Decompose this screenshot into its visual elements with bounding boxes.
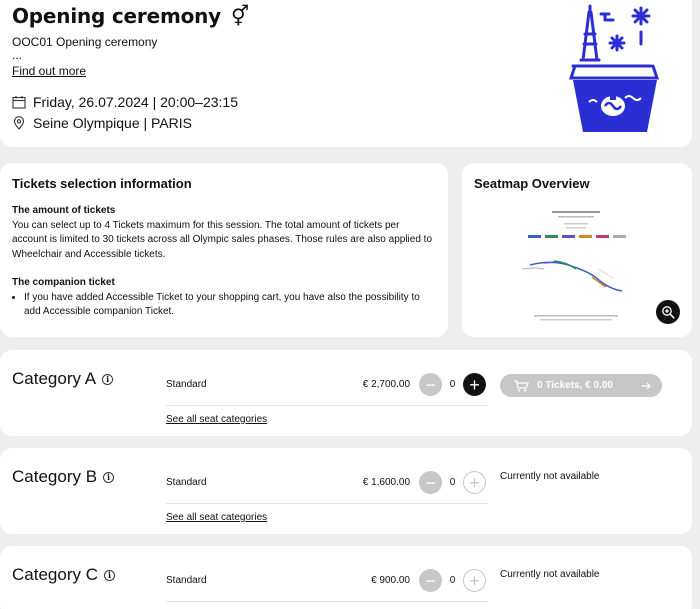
mixed-gender-icon: ⚥	[231, 4, 249, 28]
amount-text: You can select up to 4 Tickets maximum for this session. The total amount of tickets per account is limited to 30 tickets across all Olympic sales phases. Those rules are also applied to Wheelchair and Accessible tickets.	[12, 219, 433, 260]
decrease-quantity-button[interactable]: −	[419, 569, 442, 592]
category-card-c	[0, 546, 692, 609]
info-icon[interactable]: i	[104, 570, 115, 581]
row-divider	[166, 503, 488, 504]
see-all-seat-categories-link[interactable]: See all seat categories	[166, 512, 268, 523]
quantity-stepper	[419, 569, 486, 592]
increase-quantity-button[interactable]: +	[463, 569, 486, 592]
increase-quantity-button[interactable]: +	[463, 471, 486, 494]
ticket-type-label: Standard	[166, 379, 207, 390]
event-venue-row	[12, 115, 192, 131]
increase-quantity-button[interactable]: +	[463, 373, 486, 396]
quantity-stepper	[419, 373, 486, 396]
event-title: Opening ceremony	[12, 4, 221, 28]
seatmap-heading: Seatmap Overview	[474, 176, 590, 191]
arrow-right-icon	[641, 381, 651, 391]
quantity-value: 0	[449, 575, 456, 586]
availability-status: Currently not available	[500, 569, 600, 580]
event-header-card	[0, 0, 692, 147]
see-all-seat-categories-link[interactable]: See all seat categories	[166, 414, 268, 425]
ticket-type-label: Standard	[166, 477, 207, 488]
tickets-info-card	[0, 163, 448, 337]
event-title-row	[12, 4, 249, 28]
companion-heading: The companion ticket	[12, 277, 115, 288]
zoom-in-icon	[661, 305, 675, 319]
companion-list	[12, 291, 437, 320]
cart-icon	[513, 380, 529, 392]
category-card-b	[0, 448, 692, 534]
description-ellipsis: ...	[12, 48, 23, 62]
category-name: Category C	[12, 565, 98, 584]
event-venue: Seine Olympique | PARIS	[33, 115, 193, 131]
category-title	[12, 565, 115, 585]
quantity-stepper	[419, 471, 486, 494]
ticket-type-label: Standard	[166, 575, 207, 586]
tickets-info-body	[12, 204, 437, 320]
info-icon[interactable]: i	[102, 374, 113, 385]
eiffel-tower-pictogram-icon	[565, 2, 665, 134]
category-title	[12, 369, 113, 389]
calendar-icon	[12, 95, 26, 109]
seatmap-card	[462, 163, 692, 337]
location-pin-icon	[12, 116, 26, 130]
find-out-more-link[interactable]: Find out more	[12, 64, 87, 78]
tickets-info-heading: Tickets selection information	[12, 176, 192, 191]
ticket-price: € 1,600.00	[362, 477, 410, 488]
row-divider	[166, 405, 488, 406]
quantity-value: 0	[449, 477, 456, 488]
category-title	[12, 467, 114, 487]
seatmap-zoom-button[interactable]	[656, 300, 680, 324]
amount-heading: The amount of tickets	[12, 205, 116, 216]
decrease-quantity-button[interactable]: −	[419, 373, 442, 396]
category-card-a	[0, 350, 692, 436]
category-name: Category B	[12, 467, 98, 486]
decrease-quantity-button[interactable]: −	[419, 471, 442, 494]
companion-list-item: • If you have added Accessible Ticket to your shopping cart, you have also the possibility to add Accessible companion Ticket.	[24, 291, 437, 320]
row-divider	[166, 601, 488, 602]
info-icon[interactable]: i	[103, 472, 114, 483]
event-code: OOC01 Opening ceremony	[12, 35, 158, 49]
event-date: Friday, 26.07.2024 | 20:00–23:15	[33, 94, 238, 110]
category-name: Category A	[12, 369, 97, 388]
add-to-cart-button[interactable]	[500, 374, 662, 397]
event-date-row	[12, 94, 238, 110]
seatmap-thumbnail[interactable]	[514, 207, 638, 325]
quantity-value: 0	[449, 379, 456, 390]
add-to-cart-label: 0 Tickets, € 0.00	[537, 380, 613, 391]
ticket-price: € 900.00	[371, 575, 410, 586]
availability-status: Currently not available	[500, 471, 600, 482]
ticket-price: € 2,700.00	[362, 379, 410, 390]
